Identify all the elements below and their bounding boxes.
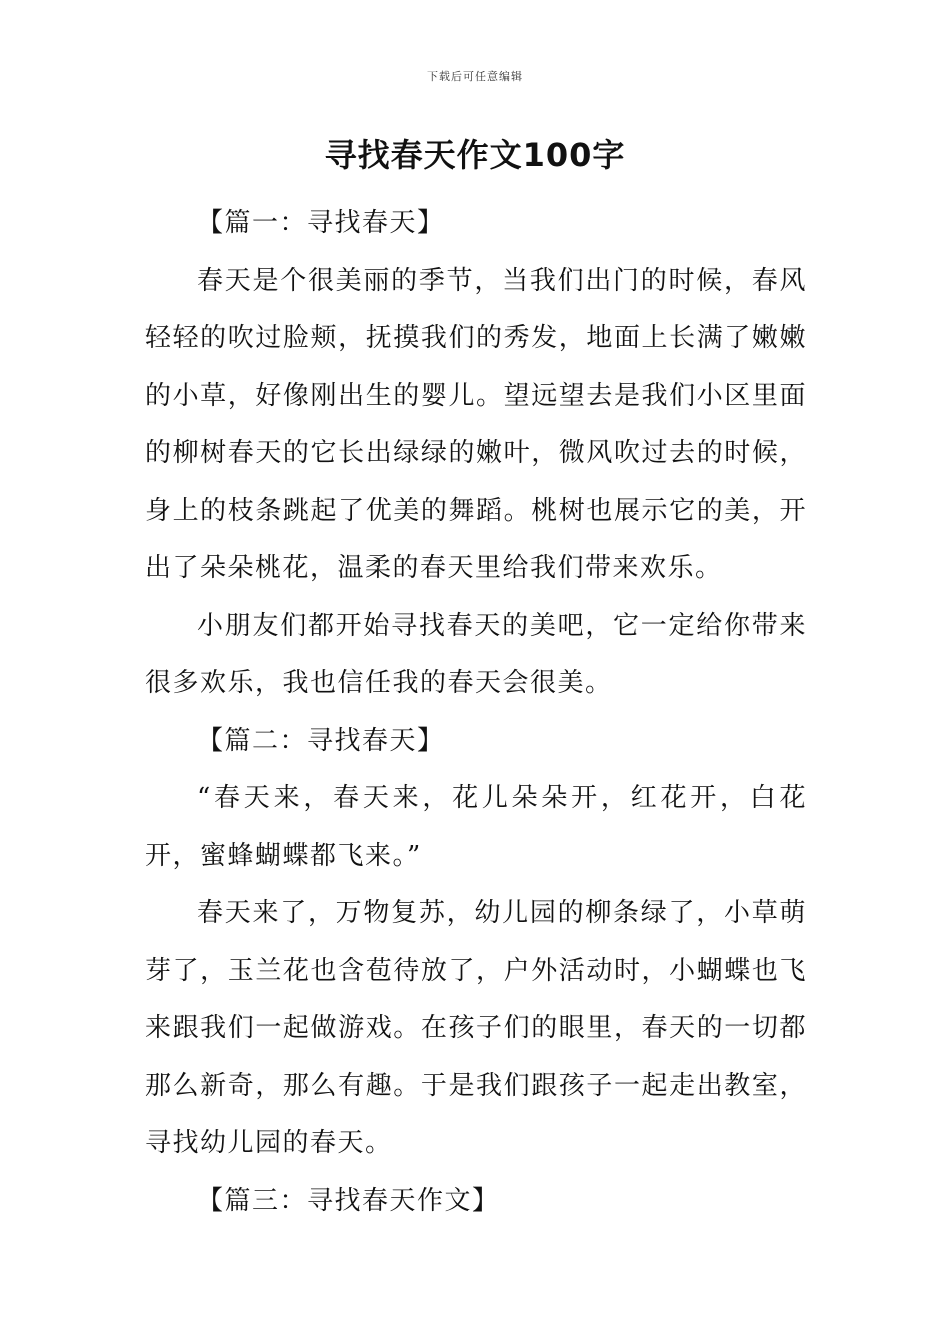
document-body (145, 195, 807, 1230)
header-note: 下载后可任意编辑 (427, 70, 523, 83)
paragraph: 春天是个很美丽的季节，当我们出门的时候，春风轻轻的吹过脸颊，抚摸我们的秀发，地面上长满了嫩嫩的小草，好像刚出生的婴儿。望远望去是我们小区里面的柳树春天的它长出绿绿的嫩叶，微风吹过去的时候，身上的枝条跳起了优美的舞蹈。桃树也展示它的美，开出了朵朵桃花，温柔的春天里给我们带来欢乐。 (145, 265, 807, 583)
paragraph: “春天来，春天来，花儿朵朵开，红花开，白花开，蜜蜂蝴蝶都飞来。” (145, 783, 807, 871)
section-heading: 【篇一：寻找春天】 (197, 208, 445, 238)
document-title: 寻找春天作文100字 (324, 136, 626, 174)
paragraph: 春天来了，万物复苏，幼儿园的柳条绿了，小草萌芽了，玉兰花也含苞待放了，户外活动时，小蝴蝶也飞来跟我们一起做游戏。在孩子们的眼里，春天的一切都那么新奇，那么有趣。于是我们跟孩子一起走出教室，寻找幼儿园的春天。 (145, 898, 807, 1158)
section-heading: 【篇二：寻找春天】 (197, 725, 445, 756)
paragraph: 小朋友们都开始寻找春天的美吧，它一定给你带来很多欢乐，我也信任我的春天会很美。 (145, 610, 807, 698)
section-heading: 【篇三：寻找春天作文】 (197, 1185, 500, 1216)
